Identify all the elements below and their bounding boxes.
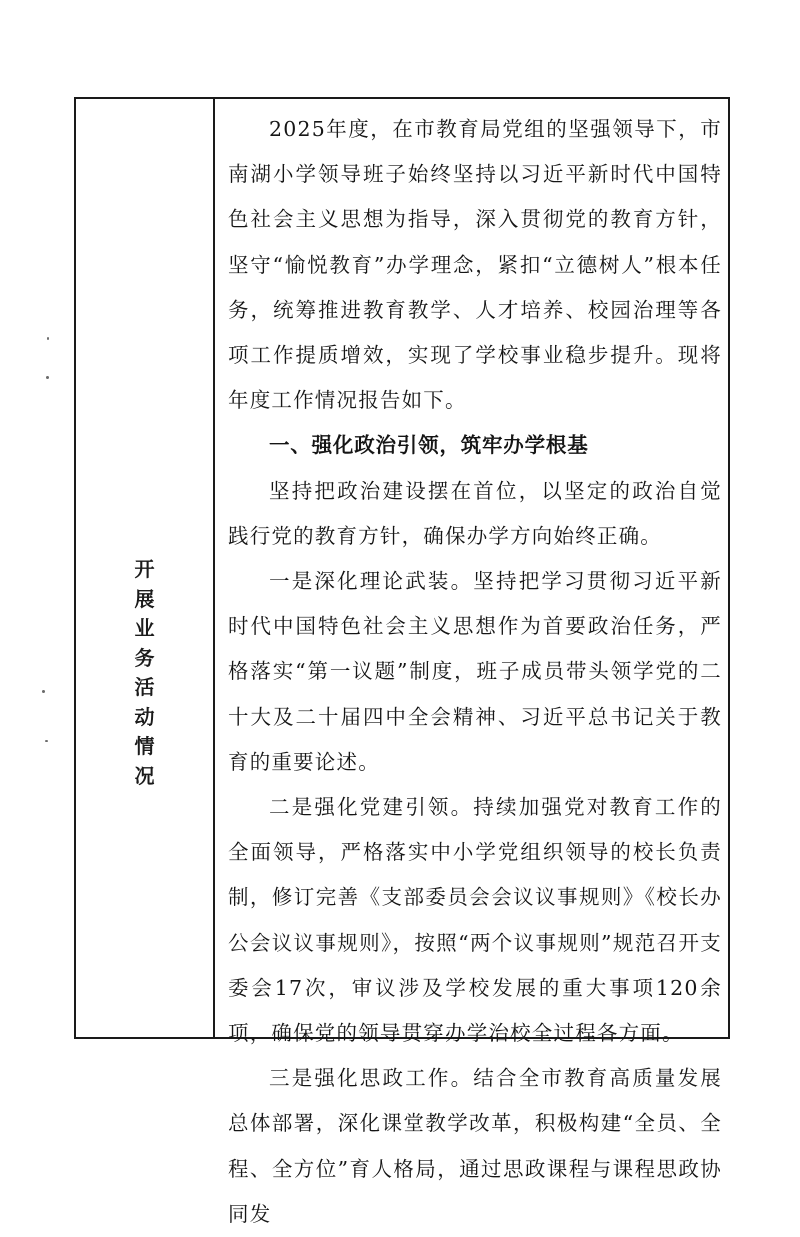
content-cell	[217, 99, 728, 1226]
row-label-char: 况	[134, 763, 155, 788]
body-paragraph: 三是强化思政工作。结合全市教育高质量发展总体部署，深化课堂教学改革，积极构建“全员、全程、全方位”育人格局，通过思政课程与课程思政协同发	[228, 1066, 722, 1226]
intro-paragraph: 2025年度，在市教育局党组的坚强领导下，市南湖小学领导班子始终坚持以习近平新时代中国特色社会主义思想为指导，深入贯彻党的教育方针，坚守“愉悦教育”办学理念，紧扣“立德树人”根本任务，统筹推进教育教学、人才培养、校园治理等各项工作提质增效，实现了学校事业稳步提升。现将年度工作情况报告如下。	[228, 117, 722, 413]
body-paragraph: 坚持把政治建设摆在首位，以坚定的政治自觉践行党的教育方针，确保办学方向始终正确。	[228, 478, 722, 548]
row-label-char: 开	[134, 557, 155, 581]
row-label-char: 情	[134, 734, 155, 758]
scan-speck	[45, 740, 48, 742]
row-label-char: 活	[134, 675, 155, 699]
body-paragraph: 二是强化党建引领。持续加强党对教育工作的全面领导，严格落实中小学党组织领导的校长负责制，修订完善《支部委员会会议议事规则》《校长办公会议议事规则》，按照“两个议事规则”规范召开支委会17次，审议涉及学校发展的重大事项120余项，确保党的领导贯穿办学治校全过程各方面。	[228, 795, 722, 1046]
scan-speck	[47, 337, 49, 340]
section-heading: 一、强化政治引领，筑牢办学根基	[269, 433, 589, 458]
scan-speck	[46, 376, 49, 379]
row-label-char: 动	[134, 704, 155, 729]
row-label-cell	[76, 99, 215, 1037]
row-label-char: 展	[134, 586, 155, 611]
row-label-char: 务	[134, 645, 155, 670]
body-paragraph: 一是深化理论武装。坚持把学习贯彻习近平新时代中国特色社会主义思想作为首要政治任务，严格落实“第一议题”制度，班子成员带头领学党的二十大及二十届四中全会精神、习近平总书记关于教育的重要论述。	[228, 569, 722, 774]
row-label	[76, 555, 213, 791]
report-table	[74, 97, 730, 1226]
row-label-char: 业	[134, 616, 155, 640]
scan-speck	[42, 690, 45, 693]
report-body	[228, 107, 722, 1237]
